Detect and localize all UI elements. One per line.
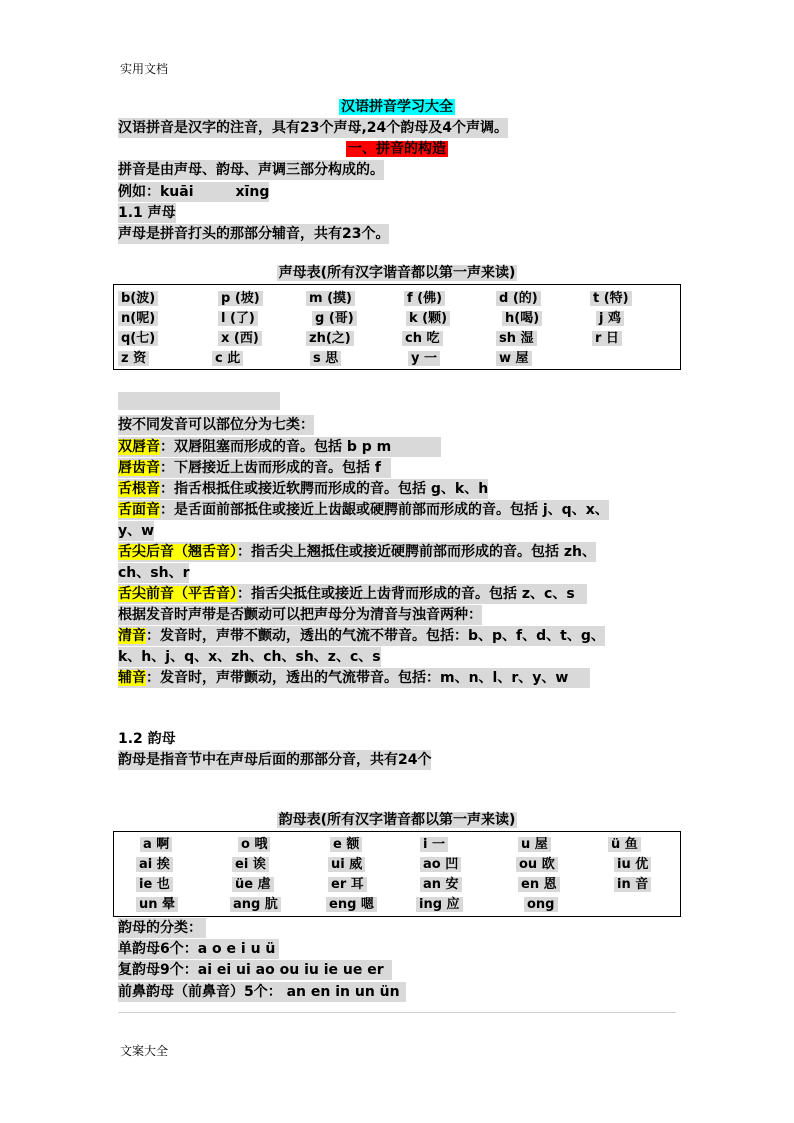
classify-intro: 按不同发音可以部位分为七类： <box>118 417 314 433</box>
page-header: 实用文档 <box>120 62 169 76</box>
page-footer: 文案大全 <box>120 1044 169 1058</box>
compound-finals: 复韵母9个：ai ei ui ao ou iu ie ue er <box>118 960 392 980</box>
s1-example: 例如：kuāi xīng <box>118 184 270 200</box>
section1-heading: 一、拼音的构造 <box>348 141 446 157</box>
category-palatal-cont: y、w <box>118 523 155 539</box>
initial-cell: g (哥) <box>312 309 357 328</box>
finals-caption: 韵母表(所有汉字谐音都以第一声来读) <box>278 812 516 828</box>
initial-cell: m (摸) <box>306 289 355 308</box>
initial-cell: s 思 <box>310 349 341 368</box>
initial-cell: zh(之) <box>306 329 354 348</box>
intro-text: 汉语拼音是汉字的注音，具有23个声母,24个韵母及4个声调。 <box>118 120 509 136</box>
initial-cell: r 日 <box>592 329 622 348</box>
voiceless-line: 清音：发音时，声带不颤动，透出的气流不带音。包括：b、p、f、d、t、g、 <box>118 628 605 644</box>
final-cell: ai 挨 <box>136 855 173 874</box>
h11-desc: 声母是拼音打头的那部分辅音，共有23个。 <box>118 226 390 242</box>
blank-highlight <box>118 392 280 410</box>
section1-row <box>0 139 794 159</box>
final-cell: o 哦 <box>238 835 270 854</box>
voiceless-cont: k、h、j、q、x、zh、ch、sh、z、c、s <box>118 649 381 665</box>
h12-desc: 韵母是指音节中在声母后面的那部分音，共有24个 <box>118 752 432 768</box>
voiced-line: 辅音：发音时，声带颤动，透出的气流带音。包括：m、n、l、r、y、w <box>118 668 590 688</box>
final-cell: iu 优 <box>614 855 651 874</box>
initial-cell: p (坡) <box>218 289 263 308</box>
initial-cell: t (特) <box>590 289 632 308</box>
category-palatal: 舌面音：是舌面前部抵住或接近上齿龈或硬腭前部而形成的音。包括 j、q、x、 <box>118 502 609 518</box>
final-cell: üe 虐 <box>232 875 274 894</box>
category-labiodental: 唇齿音：下唇接近上齿而形成的音。包括 f <box>118 458 391 478</box>
initial-cell: ch 吃 <box>402 329 443 348</box>
final-cell: u 屋 <box>518 835 551 854</box>
nasal-finals: 前鼻韵母（前鼻音）5个： an en in un ün <box>118 982 406 1002</box>
final-cell: a 啊 <box>140 835 172 854</box>
single-finals: 单韵母6个：a o e i u ü <box>118 939 279 959</box>
doc-title-row <box>0 97 794 117</box>
final-cell: ü 鱼 <box>608 835 641 854</box>
initial-cell: w 屋 <box>496 349 532 368</box>
category-bilabial: 双唇音：双唇阻塞而形成的音。包括 b p m <box>118 437 441 457</box>
initials-caption-row <box>0 263 794 283</box>
initial-cell: k (颗) <box>406 309 450 328</box>
initial-cell: l (了) <box>218 309 258 328</box>
initial-cell: q(七) <box>118 329 158 348</box>
initial-cell: c 此 <box>212 349 243 368</box>
final-cell: ou 欧 <box>516 855 558 874</box>
final-cell: an 安 <box>420 875 462 894</box>
finals-table <box>113 831 681 917</box>
initial-cell: z 资 <box>118 349 149 368</box>
initial-cell: f (佛) <box>404 289 445 308</box>
final-cell: ong <box>524 895 558 914</box>
voice-intro: 根据发音时声带是否颤动可以把声母分为清音与浊音两种： <box>118 607 482 623</box>
final-cell: in 音 <box>614 875 651 894</box>
final-cell: i 一 <box>420 835 448 854</box>
initial-cell: n(呢) <box>118 309 158 328</box>
finals-caption-row <box>0 810 794 830</box>
final-cell: en 恩 <box>518 875 560 894</box>
category-retroflex: 舌尖后音（翘舌音）：指舌尖上翘抵住或接近硬腭前部而形成的音。包括 zh、 <box>118 544 596 560</box>
final-cell: eng 嗯 <box>326 895 377 914</box>
initial-cell: y 一 <box>408 349 440 368</box>
final-cell: ang 肮 <box>230 895 281 914</box>
initial-cell: sh 湿 <box>496 329 537 348</box>
initials-caption: 声母表(所有汉字谐音都以第一声来读) <box>278 265 516 281</box>
final-cell: ei 诶 <box>232 855 269 874</box>
final-cell: ao 凹 <box>420 855 461 874</box>
initials-table <box>113 284 681 370</box>
final-cell: e 额 <box>330 835 362 854</box>
initial-cell: h(喝) <box>502 309 542 328</box>
initial-cell: b(波) <box>118 289 158 308</box>
final-cell: ing 应 <box>416 895 463 914</box>
category-retroflex-cont: ch、sh、r <box>118 565 190 581</box>
s1-line1: 拼音是由声母、韵母、声调三部分构成的。 <box>118 162 384 178</box>
category-dental: 舌尖前音（平舌音）：指舌尖抵住或接近上齿背而形成的音。包括 z、c、s <box>118 584 587 604</box>
h12-heading: 1.2 韵母 <box>118 731 176 747</box>
final-cell: un 晕 <box>136 895 178 914</box>
final-cell: er 耳 <box>328 875 367 894</box>
finals-class: 韵母的分类： <box>118 918 206 938</box>
initial-cell: d (的) <box>496 289 541 308</box>
doc-title: 汉语拼音学习大全 <box>341 99 453 115</box>
initial-cell: x (西) <box>218 329 262 348</box>
final-cell: ui 威 <box>328 855 365 874</box>
h11-heading: 1.1 声母 <box>118 205 176 221</box>
final-cell: ie 也 <box>136 875 173 894</box>
initial-cell: j 鸡 <box>596 309 624 328</box>
footer-divider <box>118 1012 676 1013</box>
category-velar: 舌根音：指舌根抵住或接近软腭而形成的音。包括 g、k、h <box>118 481 489 497</box>
